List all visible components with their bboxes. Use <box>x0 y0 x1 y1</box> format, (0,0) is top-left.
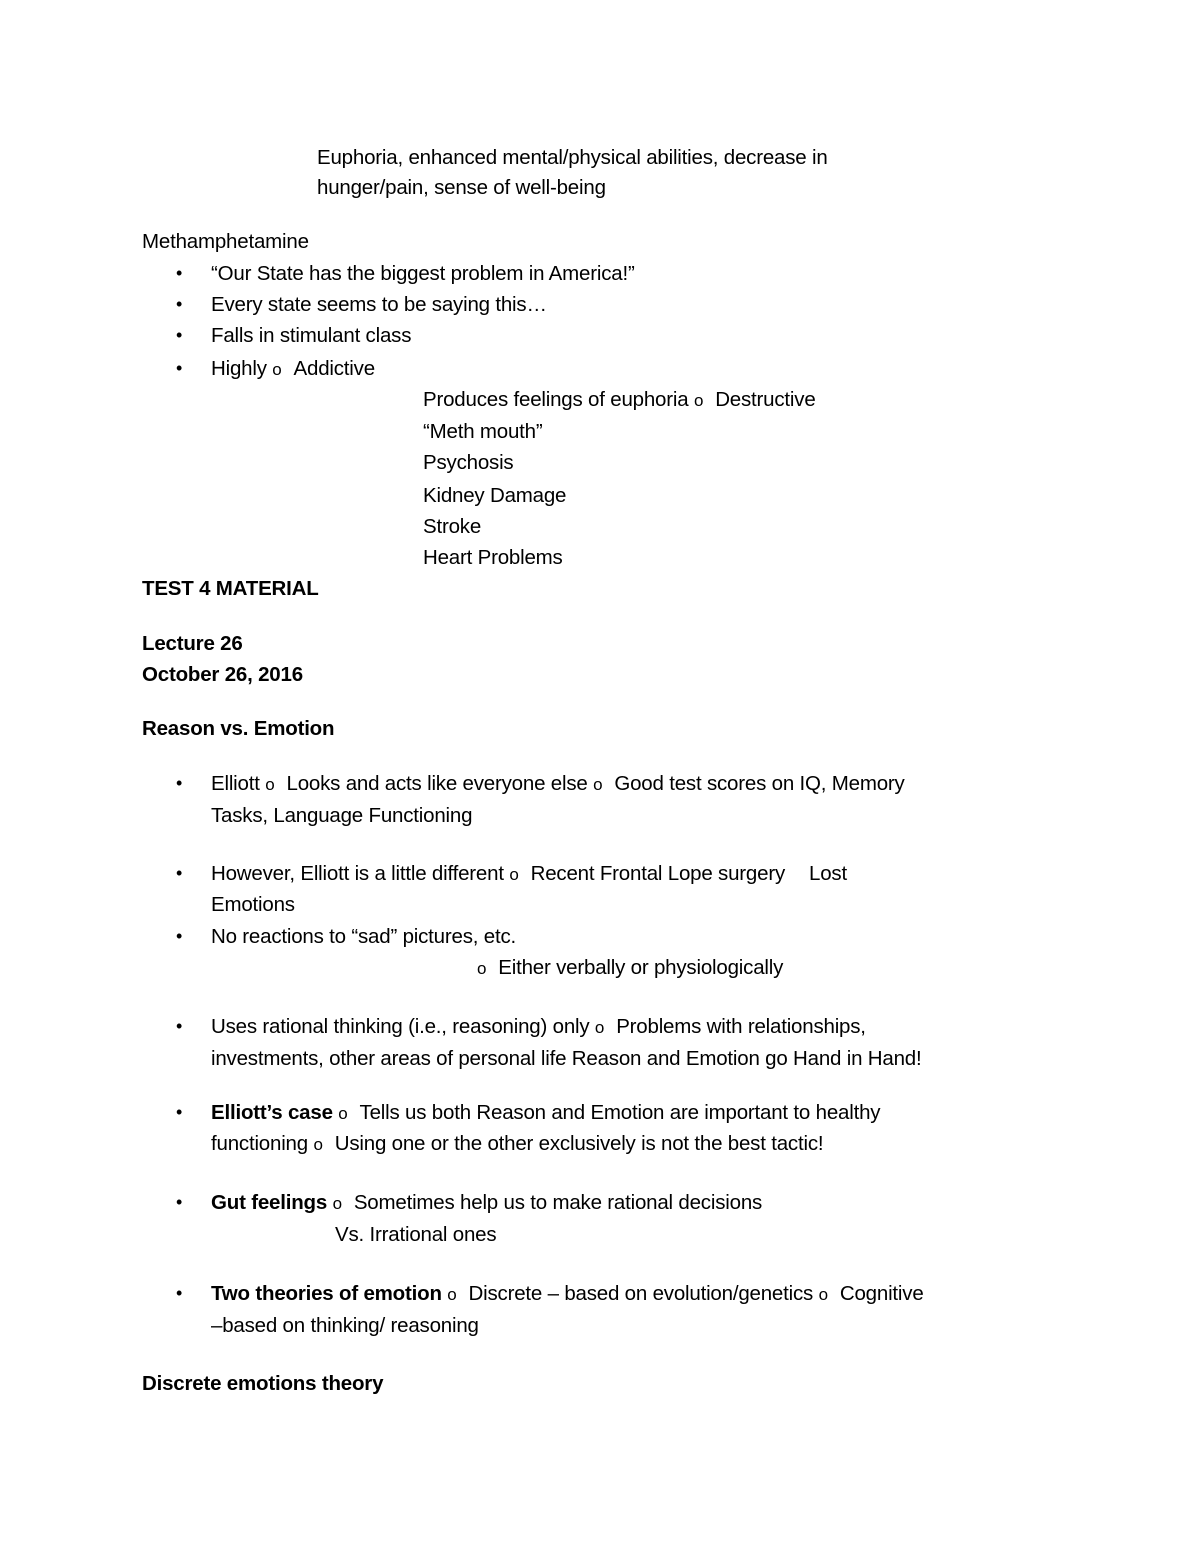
case-line-1 <box>211 1100 880 1127</box>
however-text: However, Elliott is a little different <box>211 862 504 885</box>
bullet-icon: • <box>176 1192 183 1212</box>
however-surgery: Recent Frontal Lope surgery <box>530 862 785 885</box>
however-lost: Lost <box>809 862 847 885</box>
circle-bullet-icon: o <box>265 775 275 794</box>
lecture-date: October 26, 2016 <box>142 663 303 686</box>
theories-line-2: –based on thinking/ reasoning <box>211 1314 479 1337</box>
bullet-icon: • <box>176 263 183 283</box>
circle-bullet-icon: o <box>332 1194 342 1213</box>
lecture-number: Lecture 26 <box>142 632 243 655</box>
destructive-text: Destructive <box>715 388 816 411</box>
circle-bullet-icon: o <box>818 1285 828 1304</box>
rational-line-1 <box>211 1014 866 1041</box>
bullet-icon: • <box>176 294 183 314</box>
circle-bullet-icon: o <box>594 1018 605 1037</box>
produces-text: Produces feelings of euphoria <box>423 388 689 411</box>
however-line-1 <box>211 861 847 888</box>
gut-vs: Vs. Irrational ones <box>335 1223 497 1246</box>
reason-vs-emotion-heading: Reason vs. Emotion <box>142 717 335 740</box>
circle-bullet-icon: o <box>313 1135 323 1154</box>
noreact-sub-text: Either verbally or physiologically <box>498 956 784 979</box>
meth-sub-kidney: Kidney Damage <box>423 484 567 507</box>
elliott-looks: Looks and acts like everyone else <box>286 772 588 795</box>
gut-text: Sometimes help us to make rational decisions <box>353 1191 763 1214</box>
theories-cognitive: Cognitive <box>839 1282 924 1305</box>
case-using: Using one or the other exclusively is not the best tactic! <box>334 1132 824 1155</box>
intro-line-2: hunger/pain, sense of well-being <box>317 176 606 199</box>
bullet-icon: • <box>176 926 183 946</box>
bullet-icon: • <box>176 1102 183 1122</box>
bullet-icon: • <box>176 1283 183 1303</box>
circle-bullet-icon: o <box>593 775 603 794</box>
circle-bullet-icon: o <box>338 1104 348 1123</box>
bullet-icon: • <box>176 863 183 883</box>
meth-sub-psychosis: Psychosis <box>423 451 514 474</box>
noreact-text: No reactions to “sad” pictures, etc. <box>211 925 516 948</box>
bullet-icon: • <box>176 1016 183 1036</box>
meth-highly: Highly <box>211 357 267 380</box>
meth-addictive: Addictive <box>293 357 375 380</box>
circle-bullet-icon: o <box>272 360 282 379</box>
meth-sub-heart: Heart Problems <box>423 546 563 569</box>
meth-item-4 <box>211 356 375 383</box>
discrete-emotions-heading: Discrete emotions theory <box>142 1372 384 1395</box>
bullet-icon: • <box>176 773 183 793</box>
rational-line-2: investments, other areas of personal life Reason and Emotion go Hand in Hand! <box>211 1047 922 1070</box>
meth-heading: Methamphetamine <box>142 230 309 253</box>
circle-bullet-icon: o <box>693 391 704 410</box>
test-4-heading: TEST 4 MATERIAL <box>142 577 319 600</box>
gut-label: Gut feelings <box>211 1191 328 1214</box>
circle-bullet-icon: o <box>477 959 487 978</box>
however-line-2: Emotions <box>211 893 295 916</box>
bullet-icon: • <box>176 325 183 345</box>
case-tells: Tells us both Reason and Emotion are important to healthy <box>359 1101 881 1124</box>
meth-sub-mouth: “Meth mouth” <box>423 420 543 443</box>
bullet-icon: • <box>176 358 183 378</box>
case-label: Elliott’s case <box>211 1101 333 1124</box>
theories-discrete: Discrete – based on evolution/genetics <box>468 1282 814 1305</box>
meth-sub-produces <box>423 387 816 414</box>
meth-item-2: Every state seems to be saying this… <box>211 293 547 316</box>
circle-bullet-icon: o <box>509 865 519 884</box>
gut-line-1 <box>211 1190 762 1217</box>
meth-item-3: Falls in stimulant class <box>211 324 412 347</box>
noreact-sub <box>477 955 783 982</box>
elliott-scores: Good test scores on IQ, Memory <box>614 772 905 795</box>
theories-line-1 <box>211 1281 924 1308</box>
meth-item-1: “Our State has the biggest problem in America!” <box>211 262 635 285</box>
rational-text: Uses rational thinking (i.e., reasoning) only <box>211 1015 590 1038</box>
intro-line-1: Euphoria, enhanced mental/physical abilities, decrease in <box>317 146 828 169</box>
theories-label: Two theories of emotion <box>211 1282 442 1305</box>
circle-bullet-icon: o <box>447 1285 457 1304</box>
elliott-line-1 <box>211 771 905 798</box>
elliott-line-2: Tasks, Language Functioning <box>211 804 473 827</box>
case-functioning: functioning <box>211 1132 308 1155</box>
rational-problems: Problems with relationships, <box>616 1015 866 1038</box>
elliott-name: Elliott <box>211 772 260 795</box>
meth-sub-stroke: Stroke <box>423 515 482 538</box>
case-line-2 <box>211 1131 823 1158</box>
